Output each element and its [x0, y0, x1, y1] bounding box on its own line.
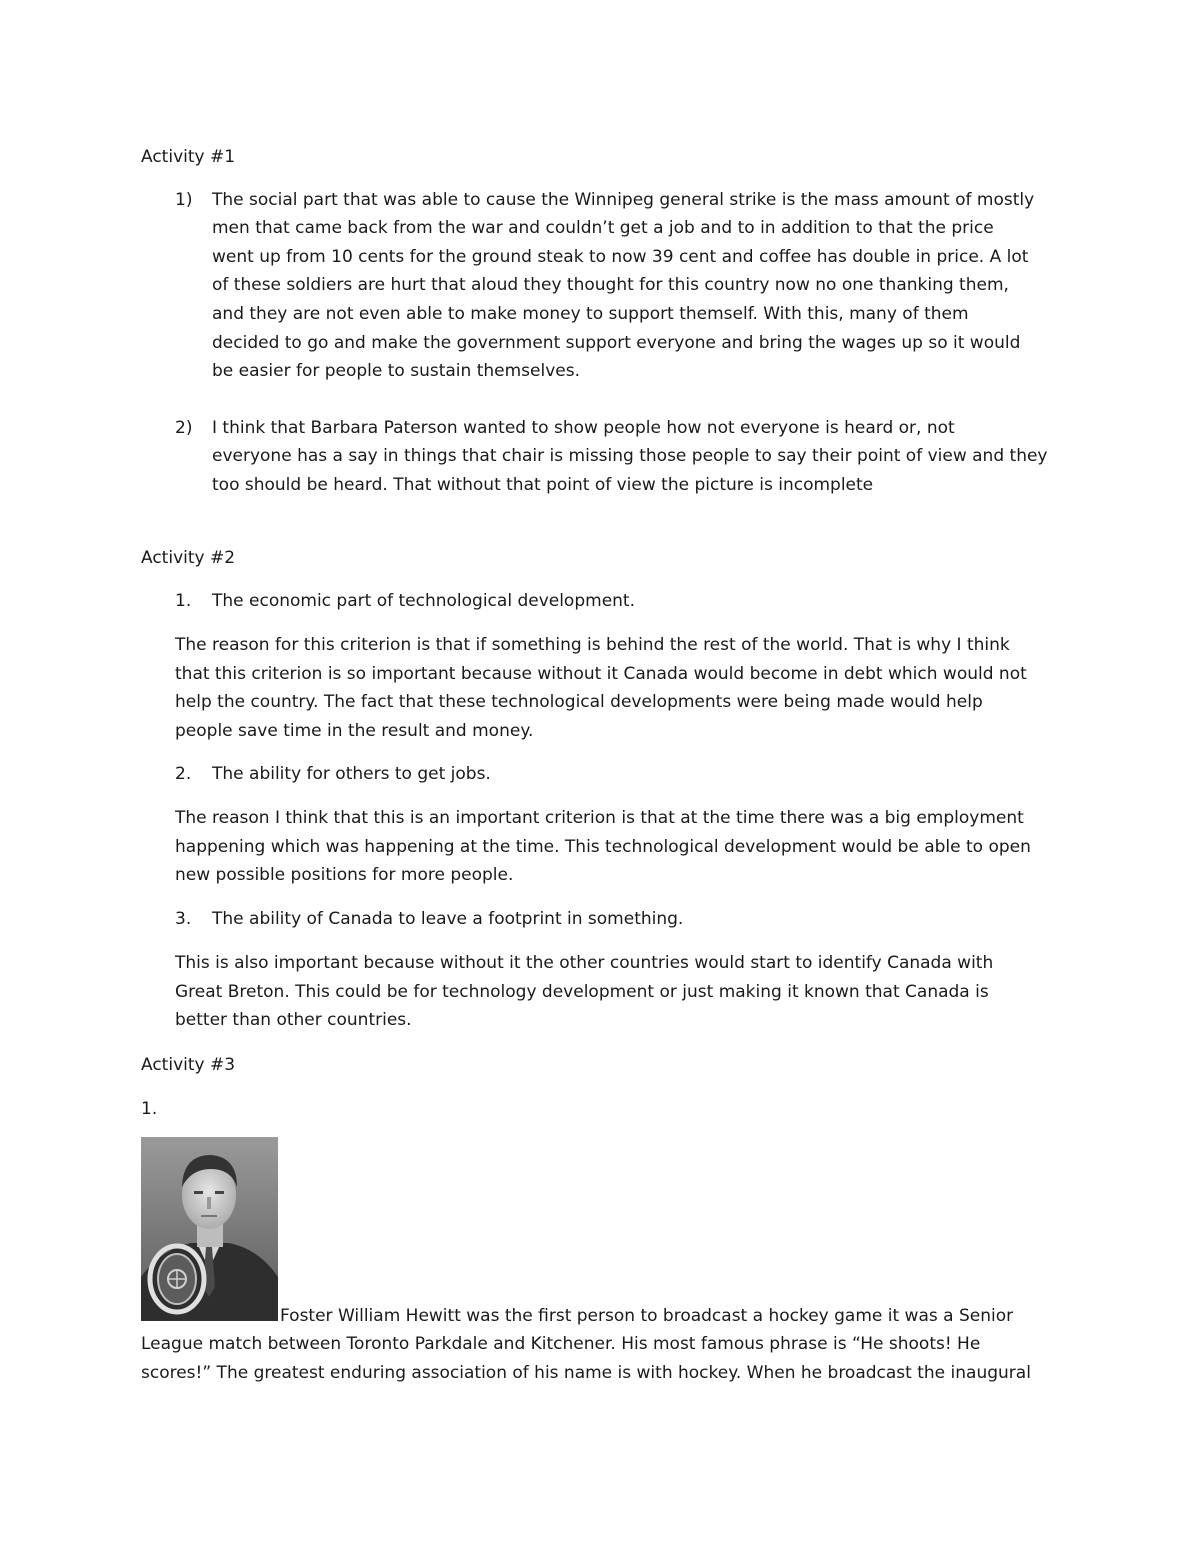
criterion-reason-line: new possible positions for more people.	[175, 865, 514, 885]
answer-line: be easier for people to sustain themselves.	[212, 361, 580, 381]
list-number: 1.	[141, 1099, 158, 1119]
criterion-reason-line: better than other countries.	[175, 1010, 412, 1030]
criterion-reason-line: This is also important because without it the other countries would start to identify Canada with	[175, 953, 994, 973]
activity-3-heading: Activity #3	[141, 1055, 236, 1075]
criterion-reason-line: The reason I think that this is an important criterion is that at the time there was a big employment	[175, 808, 1024, 828]
answer-line: I think that Barbara Paterson wanted to show people how not everyone is heard or, not	[212, 418, 955, 438]
list-number: 2)	[175, 418, 193, 438]
hewitt-paragraph-line: scores!” The greatest enduring association of his name is with hockey. When he broadcast the inaugural	[141, 1363, 1031, 1383]
list-number: 3.	[175, 909, 192, 929]
answer-line: decided to go and make the government support everyone and bring the wages up so it would	[212, 333, 1021, 353]
list-number: 1.	[175, 591, 192, 611]
hewitt-paragraph-line: Foster William Hewitt was the first person to broadcast a hockey game it was a Senior	[280, 1306, 1014, 1326]
hewitt-paragraph-line: League match between Toronto Parkdale and Kitchener. His most famous phrase is “He shoots! He	[141, 1334, 981, 1354]
criterion-reason-line: that this criterion is so important because without it Canada would become in debt which would not	[175, 664, 1027, 684]
criterion-reason-line: happening which was happening at the time. This technological development would be able to open	[175, 837, 1031, 857]
activity-1-heading: Activity #1	[141, 147, 236, 167]
answer-line: and they are not even able to make money to support themself. With this, many of them	[212, 304, 969, 324]
portrait-photo	[141, 1137, 278, 1321]
criterion-reason-line: Great Breton. This could be for technology development or just making it known that Canada is	[175, 982, 989, 1002]
answer-line: of these soldiers are hurt that aloud they thought for this country now no one thanking them,	[212, 275, 1009, 295]
criterion-title: The ability for others to get jobs.	[212, 764, 491, 784]
criterion-reason-line: The reason for this criterion is that if something is behind the rest of the world. That is why I think	[175, 635, 1010, 655]
answer-line: went up from 10 cents for the ground steak to now 39 cent and coffee has double in price. A lot	[212, 247, 1029, 267]
answer-line: The social part that was able to cause the Winnipeg general strike is the mass amount of mostly	[212, 190, 1035, 210]
criterion-reason-line: people save time in the result and money.	[175, 721, 534, 741]
criterion-title: The economic part of technological development.	[212, 591, 635, 611]
answer-line: men that came back from the war and couldn’t get a job and to in addition to that the price	[212, 218, 994, 238]
criterion-reason-line: help the country. The fact that these technological developments were being made would help	[175, 692, 983, 712]
answer-line: everyone has a say in things that chair is missing those people to say their point of view and they	[212, 446, 1048, 466]
activity-2-heading: Activity #2	[141, 548, 236, 568]
answer-line: too should be heard. That without that point of view the picture is incomplete	[212, 475, 874, 495]
list-number: 2.	[175, 764, 192, 784]
criterion-title: The ability of Canada to leave a footprint in something.	[212, 909, 684, 929]
list-number: 1)	[175, 190, 193, 210]
